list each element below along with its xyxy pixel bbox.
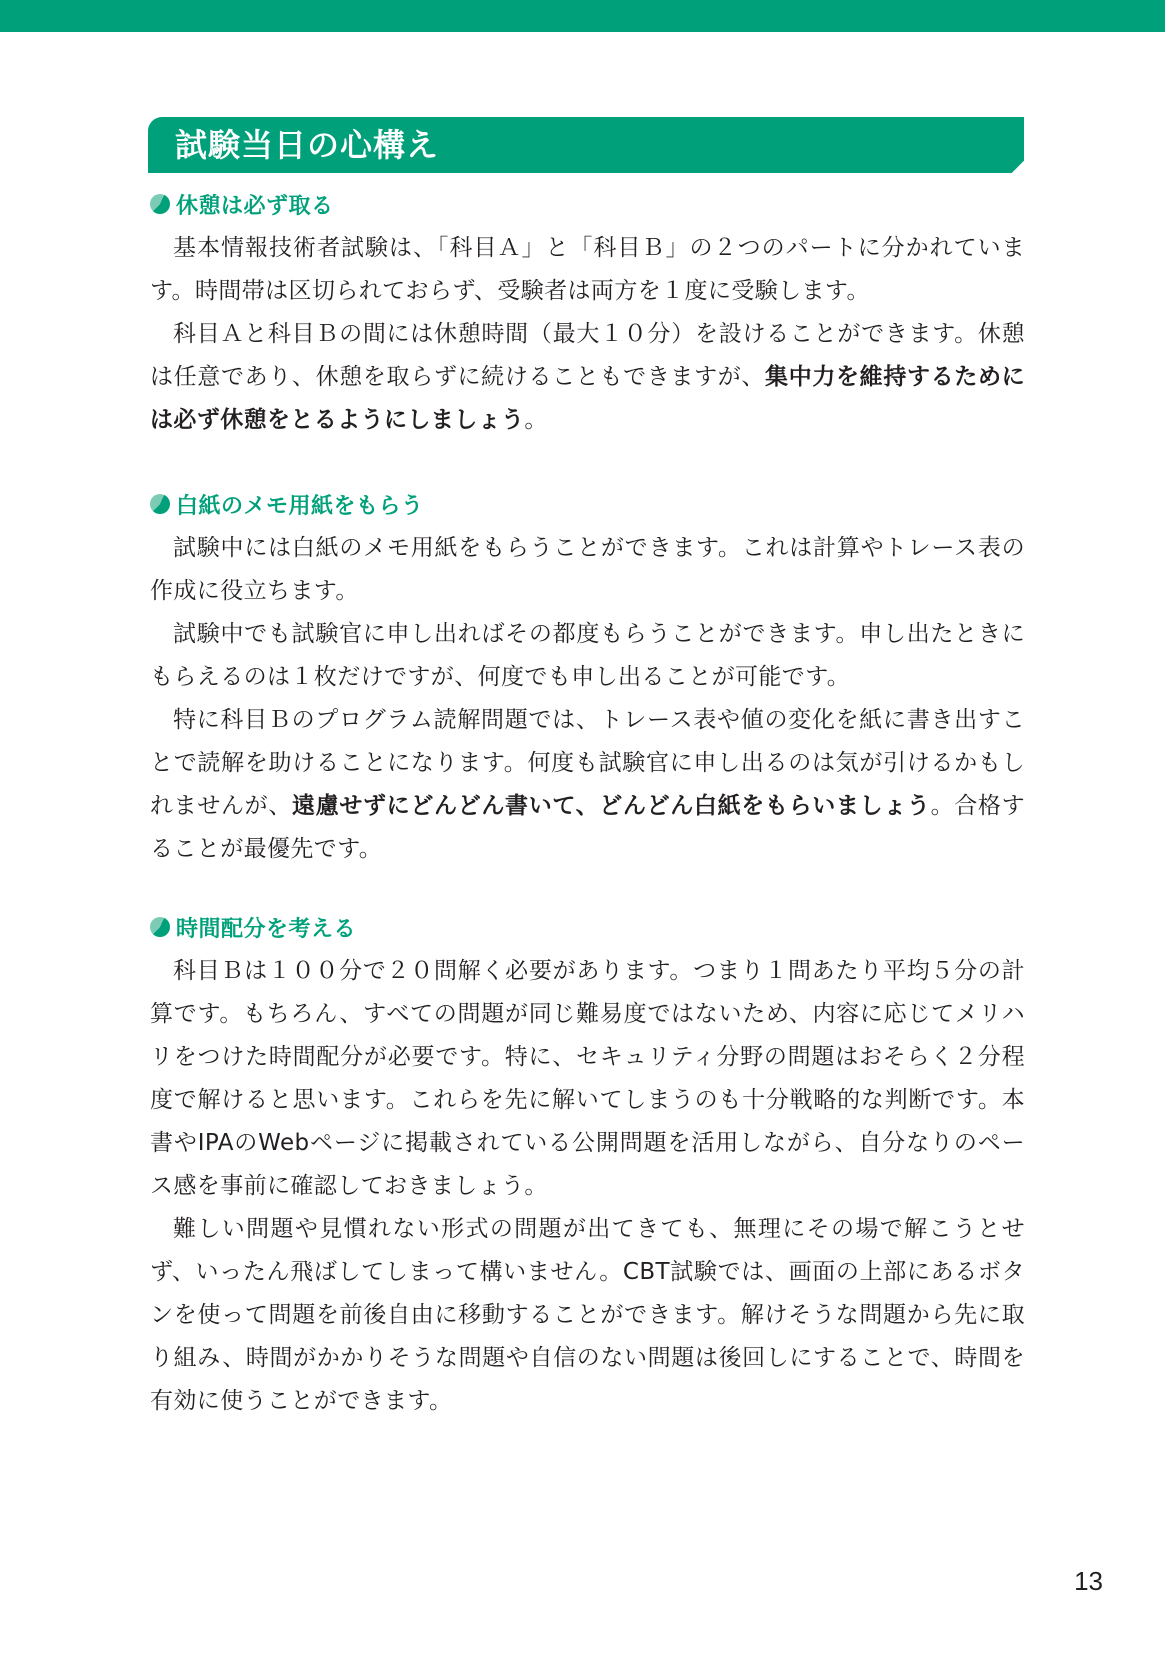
paragraph: 試験中でも試験官に申し出ればその都度もらうことができます。申し出たときにもらえるのは１枚だけですが、何度でも申し出ることが可能です。 bbox=[150, 621, 1025, 690]
paragraph: 基本情報技術者試験は、「科目Ａ」と「科目Ｂ」の２つのパートに分かれています。時間帯は区切られておらず、受験者は両方を１度に受験します。 bbox=[150, 235, 1025, 304]
paragraph: 試験中には白紙のメモ用紙をもらうことができます。これは計算やトレース表の作成に役立ちます。 bbox=[150, 535, 1025, 604]
circle-bullet-icon bbox=[150, 494, 170, 514]
page-number: 13 bbox=[1074, 1566, 1103, 1596]
paragraph: 科目Ｂは１００分で２０問解く必要があります。つまり１問あたり平均５分の計算です。もちろん、すべての問題が同じ難易度ではないため、内容に応じてメリハリをつけた時間配分が必要です。特に、セキュリティ分野の問題はおそらく２分程度で解けると思います。これらを先に解いてしまうのも十分戦略的な判断です。本書やIPAのWebページに掲載されている公開問題を活用しながら、自分なりのペース感を事前に確認しておきましょう。 bbox=[150, 958, 1025, 1199]
top-accent-bar bbox=[0, 0, 1165, 32]
section-body-1 bbox=[150, 227, 1025, 442]
circle-bullet-icon bbox=[150, 917, 170, 937]
section-body-3 bbox=[150, 950, 1025, 1423]
section-heading-3: 時間配分を考える bbox=[150, 911, 356, 943]
section-heading-2: 白紙のメモ用紙をもらう bbox=[150, 488, 424, 520]
section-heading-1: 休憩は必ず取る bbox=[150, 188, 334, 220]
paragraph: 難しい問題や見慣れない形式の問題が出てきても、無理にその場で解こうとせず、いったん飛ばしてしまって構いません。CBT試験では、画面の上部にあるボタンを使って問題を前後自由に移動することができます。解けそうな問題から先に取り組み、時間がかかりそうな問題や自信のない問題は後回しにすることで、時間を有効に使うことができます。 bbox=[150, 1216, 1025, 1414]
emphasis-text: 遠慮せずにどんどん書いて、どんどん白紙をもらいましょう bbox=[292, 793, 931, 819]
paragraph: 科目Ａと科目Ｂの間には休憩時間（最大１０分）を設けることができます。休憩は任意であり、休憩を取らずに続けることもできますが、集中力を維持するためには必ず休憩をとるようにしましょう。 bbox=[150, 321, 1025, 433]
circle-bullet-icon bbox=[150, 194, 170, 214]
emphasis-text: 集中力を維持するためには必ず休憩をとるようにしましょう bbox=[150, 364, 1025, 433]
chapter-title: 試験当日の心構え bbox=[175, 126, 440, 164]
section-body-2 bbox=[150, 527, 1025, 871]
paragraph: 特に科目Ｂのプログラム読解問題では、トレース表や値の変化を紙に書き出すことで読解を助けることになります。何度も試験官に申し出るのは気が引けるかもしれませんが、遠慮せずにどんどん書いて、どんどん白紙をもらいましょう。合格することが最優先です。 bbox=[150, 707, 1025, 862]
